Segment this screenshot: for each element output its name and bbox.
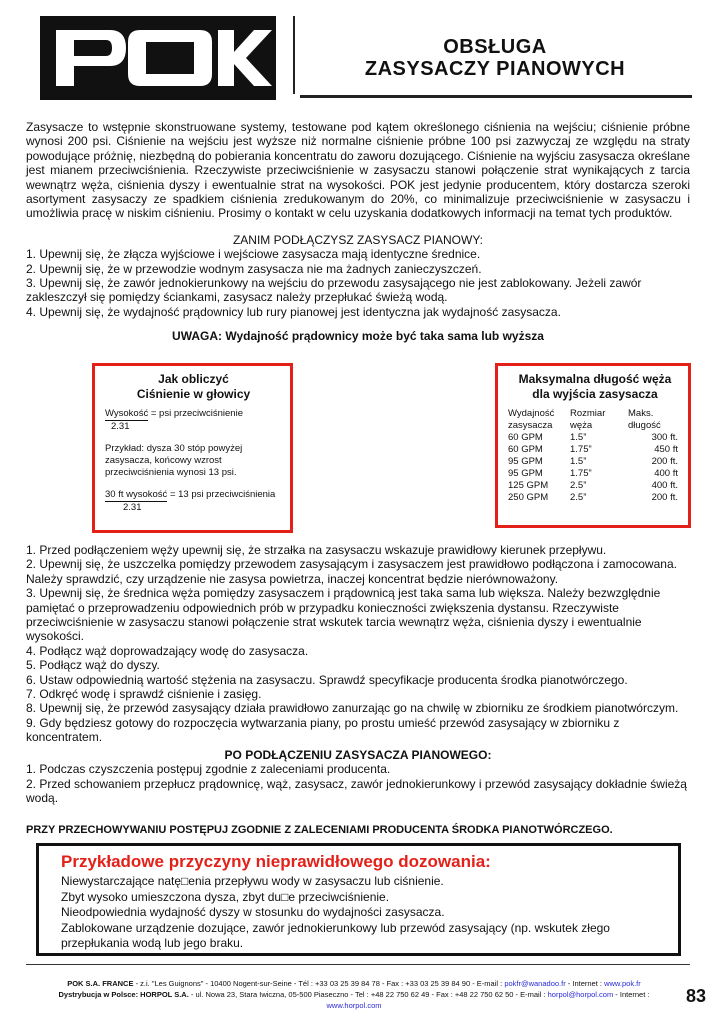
footer-divider: [26, 964, 690, 965]
list-item: 4. Upewnij się, że wydajność prądownicy lub rury pianowej jest identyczna jak wydajność zasysacza.: [26, 304, 561, 319]
table-cell: 2.5”: [570, 480, 587, 491]
table-cell: 60 GPM: [508, 444, 543, 455]
head-pressure-box-title: [105, 372, 282, 402]
warning-note: UWAGA: Wydajność prądownicy może być taka sama lub wyższa: [172, 329, 544, 344]
table-cell: 250 GPM: [508, 492, 549, 503]
before-section-title: ZANIM PODŁĄCZYSZ ZASYSACZ PIANOWY:: [232, 232, 484, 247]
pok-logo-graphic: [40, 16, 276, 100]
list-item: 4. Podłącz wąż doprowadzający wodę do zasysacza.: [26, 643, 309, 658]
table-row: [508, 492, 678, 504]
after-list: [26, 762, 690, 805]
list-item: Niewystarczające natę□enia przepływu wody w zasysaczu lub ciśnienie.: [61, 874, 444, 888]
list-item: 2. Upewnij się, że uszczelka pomiędzy przewodem zasysającym i zasysaczem jest prawidłowo podłączona i zamocowana. Należy sprawdzić, czy urządzenie nie zasysa powietrza, inaczej koncentrat będzie nierównoważony.: [26, 557, 677, 586]
storage-note: PRZY PRZECHOWYWANIU POSTĘPUJ ZGODNIE Z ZALECENIAMI PRODUCENTA ŚRODKA PIANOTWÓRCZEGO.: [26, 824, 613, 837]
hose-length-table: [508, 408, 678, 504]
website-link[interactable]: www.pok.fr: [604, 979, 641, 988]
footer-separator: - Internet :: [565, 979, 605, 988]
causes-title: Przykładowe przyczyny nieprawidłowego dozowania:: [61, 852, 491, 871]
table-cell: 95 GPM: [508, 468, 543, 479]
footer-distributor: Dystrybucja w Polsce: HORPOL S.A.: [58, 990, 189, 999]
list-item: Zablokowane urządzenie dozujące, zawór jednokierunkowy lub przewód zasysający (np. wskutek złego przepłukania wodą lub jego braku.: [61, 920, 610, 950]
column-header: Wydajność zasysacza: [508, 408, 555, 431]
formula-numerator: Wysokość: [105, 408, 149, 419]
page-number: 83: [686, 986, 707, 1006]
box-title-line2: dla wyjścia zasysacza: [532, 387, 658, 401]
list-item: 1. Przed podłączeniem węży upewnij się, że strzałka na zasysaczu wskazuje prawidłowy kierunek przepływu.: [26, 543, 607, 557]
list-item: Zbyt wysoko umieszczona dysza, zbyt du□e przeciwciśnienie.: [61, 889, 390, 904]
causes-box: [36, 843, 681, 956]
header-divider-horizontal: [300, 95, 692, 98]
table-cell: 300 ft.: [651, 432, 678, 443]
page-title-line2: ZASYSACZY PIANOWYCH: [364, 58, 626, 80]
before-list: [26, 247, 690, 319]
main-content-bottom: [26, 543, 690, 838]
list-item: 1. Podczas czyszczenia postępuj zgodnie z zaleceniami producenta.: [26, 762, 391, 777]
list-item: 2. Przed schowaniem przepłucz prądownicę, wąż, zasysacz, zawór jednokierunkowy i przewód zasysający dokładnie świeżą wodą.: [26, 776, 687, 805]
column-header: Rozmiar węża: [570, 408, 606, 431]
box-title-line2: Ciśnienie w głowicy: [136, 387, 251, 401]
box-title-line1: Maksymalna długość węża: [518, 372, 672, 386]
table-cell: 450 ft: [654, 444, 678, 455]
table-cell: 400 ft.: [651, 480, 678, 491]
calc-result: = 13 psi przeciwciśnienia: [167, 489, 276, 500]
table-cell: 200 ft.: [651, 456, 678, 467]
main-content-top: [26, 120, 690, 344]
table-cell: 1.5”: [570, 456, 587, 467]
list-item: 3. Upewnij się, że średnica węża pomiędzy zasysaczem i prądownicą jest taka sama lub większa. Należy bezwzględnie pamiętać o przeprowadzeniu odpowiednich prób w przypadku konieczności zwiększenia dystansu. Rzeczywiste przeciwciśnienie w zasysaczu stanowi połączenie strat wskutek tarcia wewnątrz węża, ciśnienia dyszy i ewentualnie wysokości.: [26, 586, 661, 644]
list-item: 3. Upewnij się, że zawór jednokierunkowy na wejściu do przewodu zasysającego nie jest zablokowany. Jeżeli zawór zakleszczył się pomiędzy ściankami, zasysacz należy przepłukać świeżą wodą.: [26, 276, 642, 305]
table-cell: 125 GPM: [508, 480, 549, 491]
table-row: [508, 456, 678, 468]
footer-address: - ul. Nowa 23, Stara Iwiczna, 05-500 Piaseczno - Tel : +48 22 750 62 49 - Fax : +48 22 750 62 50 - E-mail :: [188, 990, 548, 999]
footer-company: POK S.A. FRANCE: [67, 979, 134, 988]
footer-line-poland: [40, 989, 668, 1011]
head-pressure-box: [92, 363, 293, 533]
calc-denominator: 2.31: [123, 502, 142, 513]
formula-result: = psi przeciwciśnienie: [148, 408, 243, 419]
max-hose-length-box: [495, 363, 691, 528]
table-cell: 1.5”: [570, 432, 587, 443]
table-cell: 1.75”: [570, 444, 592, 455]
table-row: [508, 432, 678, 444]
footer-address: - z.i. "Les Guignons" - 10400 Nogent-sur-Seine - Tél : +33 03 25 39 84 78 - Fax : +33 03 25 39 84 90 - E-mail :: [133, 979, 505, 988]
list-item: Nieodpowiednia wydajność dyszy w stosunku do wydajności zasysacza.: [61, 905, 445, 919]
example-calculation: [105, 489, 282, 514]
table-row: [508, 444, 678, 456]
table-cell: 1.75”: [570, 468, 592, 479]
table-row: [508, 468, 678, 480]
example-text: Przykład: dysza 30 stóp powyżej zasysacza, końcowy wzrost przeciwciśnienia wynosi 13 psi.: [105, 443, 243, 478]
pok-logo: [40, 16, 276, 100]
footer: [40, 978, 668, 1011]
email-link[interactable]: pokfr@wanadoo.fr: [504, 979, 566, 988]
table-cell: 2.5”: [570, 492, 587, 503]
intro-paragraph: Zasysacze to wstępnie skonstruowane systemy, testowane pod kątem określonego ciśnienia na wejściu; ciśnienie próbne wynosi 200 psi. Ciśnienie na wejściu jest wyższe niż normalne ciśnienie próbne 100 psi zazwyczaj ze względu na straty powodujące próżnię, niezbędną do pobierania koncentratu do zaworu dozującego. Ciśnienie na wyjściu zasysacza określane jest mianem przeciwciśnienia. Rzeczywiste przeciwciśnienie w zasysaczu stanowi połączenie strat wynikających z tarcia wewnątrz węża, ciśnienia dyszy i ewentualnie strat na wysokości. POK jest jedynie producentem, który dostarcza szeroki asortyment zasysaczy ze spadkiem ciśnienia zredukowanym do 20%, co minimalizuje przeciwciśnienie w zasysaczu i umożliwia pracę w niskim ciśnieniu. Prosimy o kontakt w celu uzyskania dodatkowych informacji na temat tych produktów.: [26, 120, 690, 221]
calc-numerator: 30 ft wysokość: [105, 489, 168, 500]
footer-line-france: [40, 978, 668, 989]
email-link[interactable]: horpol@horpol.com: [547, 990, 614, 999]
list-item: 9. Gdy będziesz gotowy do rozpoczęcia wytwarzania piany, po prostu umieść przewód zasysający w zbiorniku z koncentratem.: [26, 715, 620, 745]
table-row: [508, 480, 678, 492]
list-item: 5. Podłącz wąż do dyszy.: [26, 658, 160, 673]
website-link[interactable]: www.horpol.com: [326, 1001, 382, 1010]
column-header: Maks. długość: [628, 408, 661, 431]
formula-denominator: 2.31: [111, 421, 130, 432]
list-item: 8. Upewnij się, że przewód zasysający działa prawidłowo zanurzając go na chwilę w zbiorniku ze środkiem pianotwórczym.: [26, 701, 679, 716]
page-title: [300, 36, 690, 80]
table-cell: 60 GPM: [508, 432, 543, 443]
list-item: 7. Odkręć wodę i sprawdź ciśnienie i zasięg.: [26, 687, 262, 702]
after-section-title: PO PODŁĄCZENIU ZASYSACZA PIANOWEGO:: [224, 747, 492, 762]
header-divider-vertical: [293, 16, 295, 94]
table-header-row: [508, 408, 678, 432]
formula: [105, 408, 282, 433]
table-cell: 95 GPM: [508, 456, 543, 467]
box-title-line1: Jak obliczyć: [158, 372, 229, 386]
max-hose-length-box-title: [508, 372, 682, 402]
list-item: 2. Upewnij się, że w przewodzie wodnym zasysacza nie ma żadnych zanieczyszczeń.: [26, 261, 482, 276]
table-cell: 200 ft.: [651, 492, 678, 503]
list-item: 1. Upewnij się, że złącza wyjściowe i wejściowe zasysacza mają identyczne średnice.: [26, 247, 481, 262]
table-cell: 400 ft: [654, 468, 678, 479]
list-item: 6. Ustaw odpowiednią wartość stężenia na zasysaczu. Sprawdź specyfikacje producenta środka pianotwórczego.: [26, 672, 628, 687]
page-title-line1: OBSŁUGA: [443, 36, 547, 58]
connection-steps: [26, 543, 690, 745]
footer-separator: - Internet :: [613, 990, 650, 999]
